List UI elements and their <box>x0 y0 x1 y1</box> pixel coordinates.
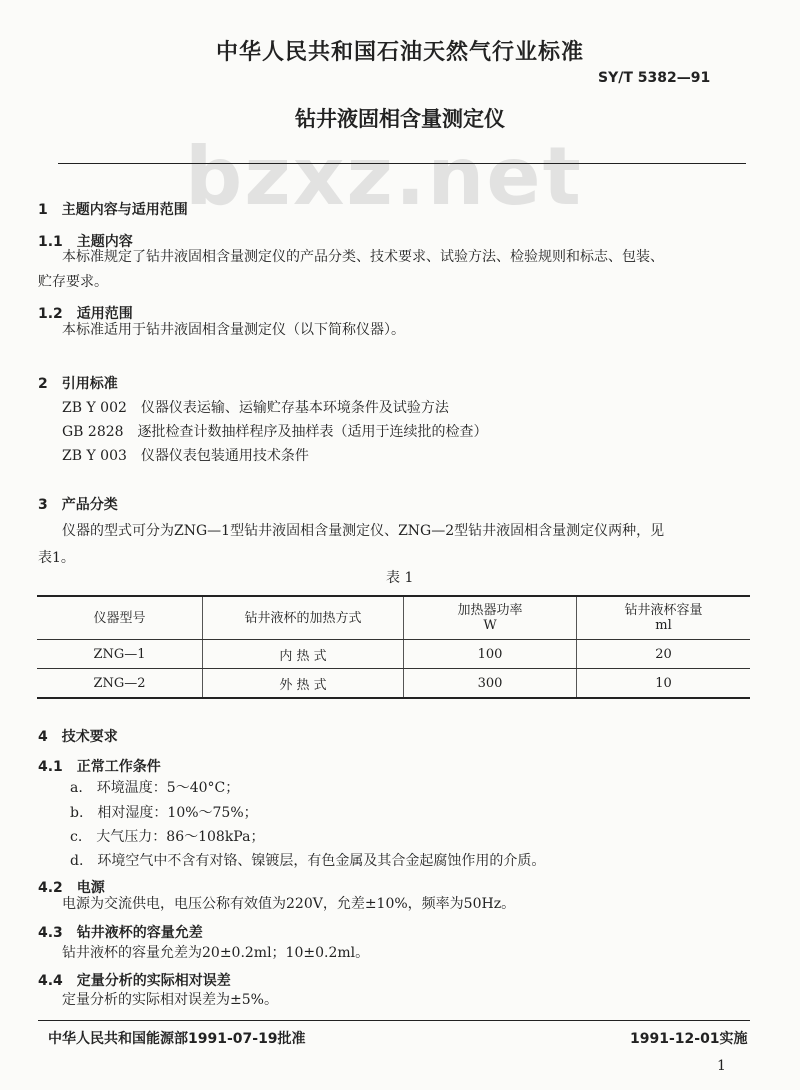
standard-code: SY/T 5382—91 <box>598 70 711 86</box>
table-cell: ZNG—1 <box>37 640 203 669</box>
section-1-1-text: 本标准规定了钻井液固相含量测定仪的产品分类、技术要求、试验方法、检验规则和标志、包装、 <box>62 249 664 265</box>
title-divider <box>58 163 746 164</box>
section-1-1-title: 1.1 主题内容 <box>38 234 133 250</box>
table-header-cell: 钻井液杯容量 ml <box>577 596 751 640</box>
reference-item: GB 2828 逐批检查计数抽样程序及抽样表（适用于连续批的检查） <box>62 424 488 440</box>
section-2-title: 2 引用标准 <box>38 376 118 392</box>
section-4-2-title: 4.2 电源 <box>38 880 105 896</box>
table-cell: 100 <box>404 640 577 669</box>
section-4-2-text: 电源为交流供电，电压公称有效值为220V，允差±10%，频率为50Hz。 <box>62 896 516 912</box>
condition-item: a. 环境温度：5～40°C； <box>70 780 240 796</box>
page-number: 1 <box>717 1058 726 1074</box>
section-3-title: 3 产品分类 <box>38 497 118 513</box>
table-header-cell: 钻井液杯的加热方式 <box>203 596 404 640</box>
product-table <box>37 595 750 699</box>
table-caption: 表 1 <box>386 570 414 586</box>
table-cell: 20 <box>577 640 751 669</box>
condition-item: d. 环境空气中不含有对铬、镍镀层，有色金属及其合金起腐蚀作用的介质。 <box>70 853 546 869</box>
document-title: 钻井液固相含量测定仪 <box>295 107 505 131</box>
table-row <box>37 640 750 669</box>
unit-label: ml <box>655 618 672 633</box>
section-4-4-text: 定量分析的实际相对误差为±5%。 <box>62 992 278 1008</box>
table-header-cell: 加热器功率 W <box>404 596 577 640</box>
table-row <box>37 669 750 699</box>
section-4-1-title: 4.1 正常工作条件 <box>38 759 161 775</box>
table-cell: 300 <box>404 669 577 699</box>
table-cell: 内 热 式 <box>203 640 404 669</box>
approval-note: 中华人民共和国能源部1991-07-19批准 <box>48 1031 306 1047</box>
footer-divider <box>38 1020 750 1021</box>
standard-category-title: 中华人民共和国石油天然气行业标准 <box>215 40 584 65</box>
section-4-4-title: 4.4 定量分析的实际相对误差 <box>38 973 231 989</box>
unit-label: W <box>483 618 497 633</box>
effective-date: 1991-12-01实施 <box>630 1031 748 1047</box>
watermark: bzxz.net <box>185 130 583 223</box>
section-1-title: 1 主题内容与适用范围 <box>38 202 188 218</box>
table-header-cell: 仪器型号 <box>37 596 203 640</box>
section-3-text-cont: 表1。 <box>38 550 75 566</box>
table-cell: 外 热 式 <box>203 669 404 699</box>
section-3-text: 仪器的型式可分为ZNG—1型钻井液固相含量测定仪、ZNG—2型钻井液固相含量测定仪两种，见 <box>62 523 665 539</box>
reference-item: ZB Y 002 仪器仪表运输、运输贮存基本环境条件及试验方法 <box>62 400 449 416</box>
section-1-1-text-cont: 贮存要求。 <box>38 274 108 290</box>
section-4-3-title: 4.3 钻井液杯的容量允差 <box>38 925 203 941</box>
section-4-3-text: 钻井液杯的容量允差为20±0.2ml；10±0.2ml。 <box>62 945 370 961</box>
section-1-2-title: 1.2 适用范围 <box>38 306 133 322</box>
condition-item: b. 相对湿度：10%～75%； <box>70 805 258 821</box>
table-cell: 10 <box>577 669 751 699</box>
section-4-title: 4 技术要求 <box>38 729 118 745</box>
reference-item: ZB Y 003 仪器仪表包装通用技术条件 <box>62 448 309 464</box>
section-1-2-text: 本标准适用于钻井液固相含量测定仪（以下简称仪器）。 <box>62 322 405 338</box>
table-header-row <box>37 596 750 640</box>
table-cell: ZNG—2 <box>37 669 203 699</box>
condition-item: c. 大气压力：86～108kPa； <box>70 829 265 845</box>
